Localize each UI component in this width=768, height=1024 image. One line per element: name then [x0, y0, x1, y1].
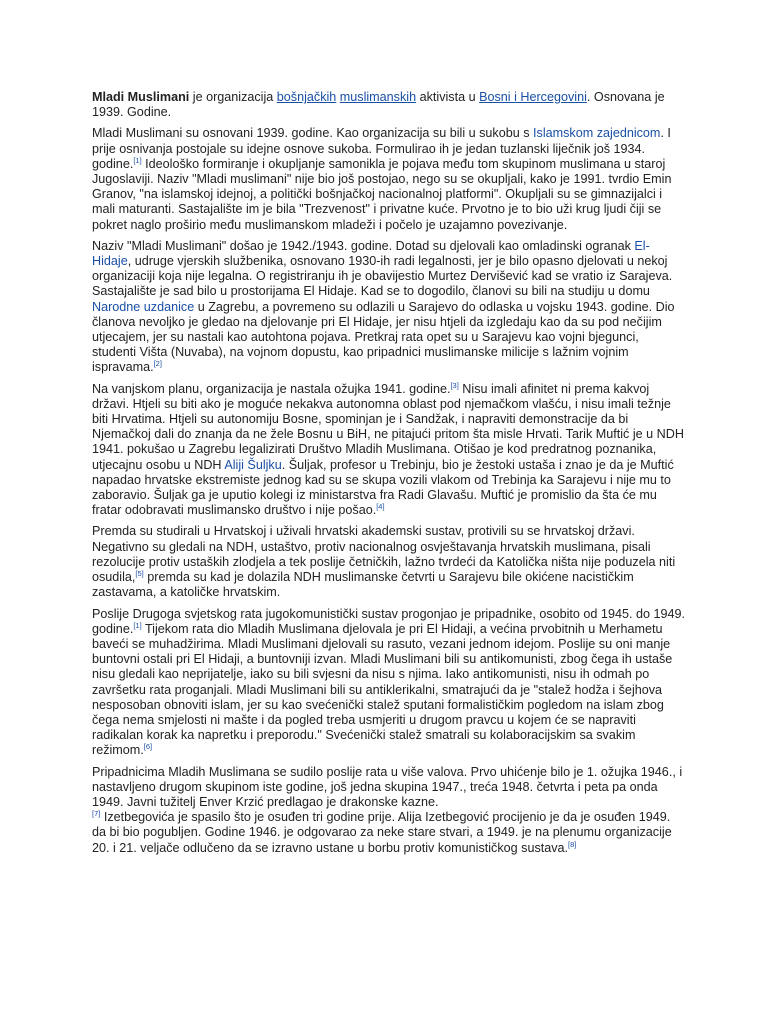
- paragraph-name-origin: [92, 239, 686, 376]
- text: Izetbegovića je spasilo što je osuđen tri godine prije. Alija Izetbegović procijenio je da je osuđen 1949. da bi bio pogubljen. Godine 1946. je odgovarao za neke stare stvari, a 1949. je na plenumu organizacije 20. i 21. veljače odlučeno da se izravno ustane u borbu protiv komunističkog sustava.: [92, 810, 672, 855]
- paragraph-post-war: [92, 607, 686, 759]
- paragraph-trials: [92, 765, 686, 856]
- text: Naziv "Mladi Muslimani" došao je 1942./1943. godine. Dotad su djelovali kao omladinski ogranak: [92, 238, 635, 253]
- reference-2-link[interactable]: [2]: [153, 359, 162, 369]
- text: , udruge vjerskih službenika, osnovano 1930-ih radi legalnosti, jer je bilo opasno djelovati u nekoj organizaciji koja nije legalna. O registriranju ih je obavijestio Murtez Dervišević kad se vratio iz Sarajeva. Sastajalište je sad bilo u prostorijama El Hidaje. Kad se to dogodilo, članovi su bili na studiju u domu: [92, 254, 673, 299]
- text: . Šuljak, profesor u Trebinju, bio je žestoki ustaša i znao je da je Muftić napadao hrvatske ekstremiste jednog kad su se skupa vozili vlakom od Trebinja ka Sarajevu i nije mu to zaboravio. Šuljak ga je uputio kolegi iz ministarstva fra Radi Glavašu. Muftić je promislio da šta će mu fratar odobravati muslimansko društvo i nije pošao.: [92, 457, 674, 518]
- reference-3-link[interactable]: [3]: [450, 380, 459, 390]
- paragraph-founding: [92, 126, 686, 232]
- reference-7-link[interactable]: [7]: [92, 808, 101, 818]
- reference-1[interactable]: [133, 156, 141, 165]
- text: Nisu imali afinitet ni prema kakvoj državi. Htjeli su biti ako je moguće nekakva autonomna oblast pod njemačkom vlašću, i nisu imali težnje biti Hrvatima. Htjeli su autonomiju Bosne, spominjan je i Sandžak, i napraviti demonstracije da bi Njemačkoj dali do znanja da ne žele Bosnu u BiH, ne pitajući pritom šta misle Hrvati. Tarik Muftić je u NDH 1941. pokušao u Zagrebu legalizirati Društvo Mladih Muslimana. Otišao je kod predratnog poznanika, utjecajnu osobu u NDH: [92, 381, 684, 472]
- text: Ideološko formiranje i okupljanje samonikla je pojava među tom skupinom muslimana u staroj Jugoslaviji. Naziv "Mladi muslimani" nije bio još postojao, nego su se okupljali, kako je 1991. tvrdio Emin Granov, "na islamskoj idejnoj, a politički bošnjačkoj nacionalnoj platformi". Okupljali su se gimnazijalci i mali maturanti. Sastajalište im je bila "Trezvenost" i privatne kuće. Prvotno je to bio uži krug ljudi čiji se pokret naglo proširio među muslimanskom mladeži i počelo je uzajamno povezivanje.: [92, 156, 672, 232]
- reference-1-link[interactable]: [1]: [133, 620, 142, 630]
- link-bosna-i-hercegovina[interactable]: Bosni i Hercegovini: [479, 90, 587, 104]
- link-muslimanskih[interactable]: muslimanskih: [339, 90, 417, 104]
- reference-4-link[interactable]: [4]: [376, 502, 385, 512]
- article-body: [92, 90, 686, 862]
- text: premda su kad je dolazila NDH muslimanske četvrti u Sarajevu bile okićene nacističkim zastavama, a katoličke hrvatskim.: [92, 570, 634, 600]
- reference-5[interactable]: [135, 569, 143, 578]
- link-el-hidaje[interactable]: El-Hidaje: [92, 238, 650, 269]
- reference-1[interactable]: [133, 621, 141, 630]
- reference-6-link[interactable]: [6]: [143, 742, 153, 752]
- paragraph-foreign-policy: [92, 382, 686, 519]
- text: je organizacija: [189, 90, 277, 104]
- text: Pripadnicima Mladih Muslimana se sudilo poslije rata u više valova. Prvo uhićenje bilo je 1. ožujka 1946., i nastavljeno drugom skupinom iste godine, još jedna skupina 1947., treća 1948. četvrta i peta pa onda 1949. Javni tužitelj Enver Krzić predlagao je drakonske kazne.: [92, 764, 683, 809]
- text: aktivista u: [416, 90, 480, 104]
- text: u Zagrebu, a povremeno su odlazili u Sarajevo do odlaska u vojsku 1943. godine. Dio članova nevoljko je gledao na djelovanje pri El Hidaje, jer nisu htjeli da izgledaju kao da su pod nečijim utjecajem, jer su nastali kao autohtona pojava. Pretkraj rata opet su u Sarajevu kao vojni bjegunci, studenti Višta (Nuvaba), na vojnom dopustu, kao pripadnici muslimanske milicije s lažnim vojnim ispravama.: [92, 299, 675, 375]
- text: . Osnovana je 1939. Godine.: [92, 90, 665, 120]
- reference-2[interactable]: [154, 359, 162, 368]
- reference-5-link[interactable]: [5]: [135, 568, 144, 578]
- link-narodne-uzdanice[interactable]: Narodne uzdanice: [92, 299, 195, 314]
- article-title: Mladi Muslimani: [92, 90, 190, 104]
- reference-1-link[interactable]: [1]: [133, 155, 142, 165]
- paragraph-croatian-state: [92, 524, 686, 600]
- reference-6[interactable]: [144, 742, 152, 751]
- text: Tijekom rata dio Mladih Muslimana djelovala je pri El Hidaji, a većina prvobitnih u Merhametu baveći se muhadžirima. Mladi Muslimani djelovali su rasuto, vezani jednom idejom. Poslije su oni manje buntovni ostali pri El Hidaji, a buntovniji izvan. Mladi Muslimani bili su antikomunisti, zbog čega ih ustaše nisu gledali kao neprijatelje, iako su bili svjesni da nisu s njima. Iako antikomunisti, nisu ih odmah po završetku rata proganjali. Mladi Muslimani bili su antiklerikalni, smatrajući da je "stalež hodža i šejhova nesposoban obnoviti islam, jer su kao svećenički stalež sputani formalističkim pogledom na islam zbog čega nema smjelosti ni mašte i da pogled treba usmjeriti u drugom pravcu u kojem će se napraviti radikalan korak ka napretku i preporodu." Svećenički stalež smatrali su kolaboracijskim sa svakim režimom.: [92, 621, 673, 758]
- reference-8[interactable]: [568, 839, 576, 848]
- link-bosnjackih[interactable]: bošnjačkih: [276, 90, 337, 104]
- reference-8-link[interactable]: [8]: [568, 839, 577, 849]
- link-islamska-zajednica[interactable]: Islamskom zajednicom: [533, 126, 661, 141]
- link-alija-suljak[interactable]: Aliji Šuljku: [224, 457, 282, 472]
- intro-paragraph: [92, 90, 686, 120]
- text: Poslije Drugoga svjetskog rata jugokomunistički sustav progonjao je pripadnike, osobito od 1945. do 1949. godine.: [92, 606, 685, 636]
- reference-3[interactable]: [450, 380, 458, 389]
- text: Premda su studirali u Hrvatskoj i uživali hrvatski akademski sustav, protivili su se hrvatskoj državi. Negativno su gledali na NDH, ustaštvo, protiv nacionalnog osvještavanja hrvatskih muslimana, pisali rezolucije protiv ustaških zlodjela a tek poslije četničkih, lažno tvrdeći da Katolička ništa nije poduzela niti osudila,: [92, 524, 676, 585]
- text: Mladi Muslimani su osnovani 1939. godine. Kao organizacija su bili u sukobu s: [92, 126, 534, 141]
- text: Na vanjskom planu, organizacija je nastala ožujka 1941. godine.: [92, 381, 451, 396]
- reference-4[interactable]: [376, 502, 384, 511]
- text: . I prije osnivanja postojale su idejne osnove sukoba. Formulirao ih je jedan tuzlanski liječnik još 1934. godine.: [92, 126, 671, 171]
